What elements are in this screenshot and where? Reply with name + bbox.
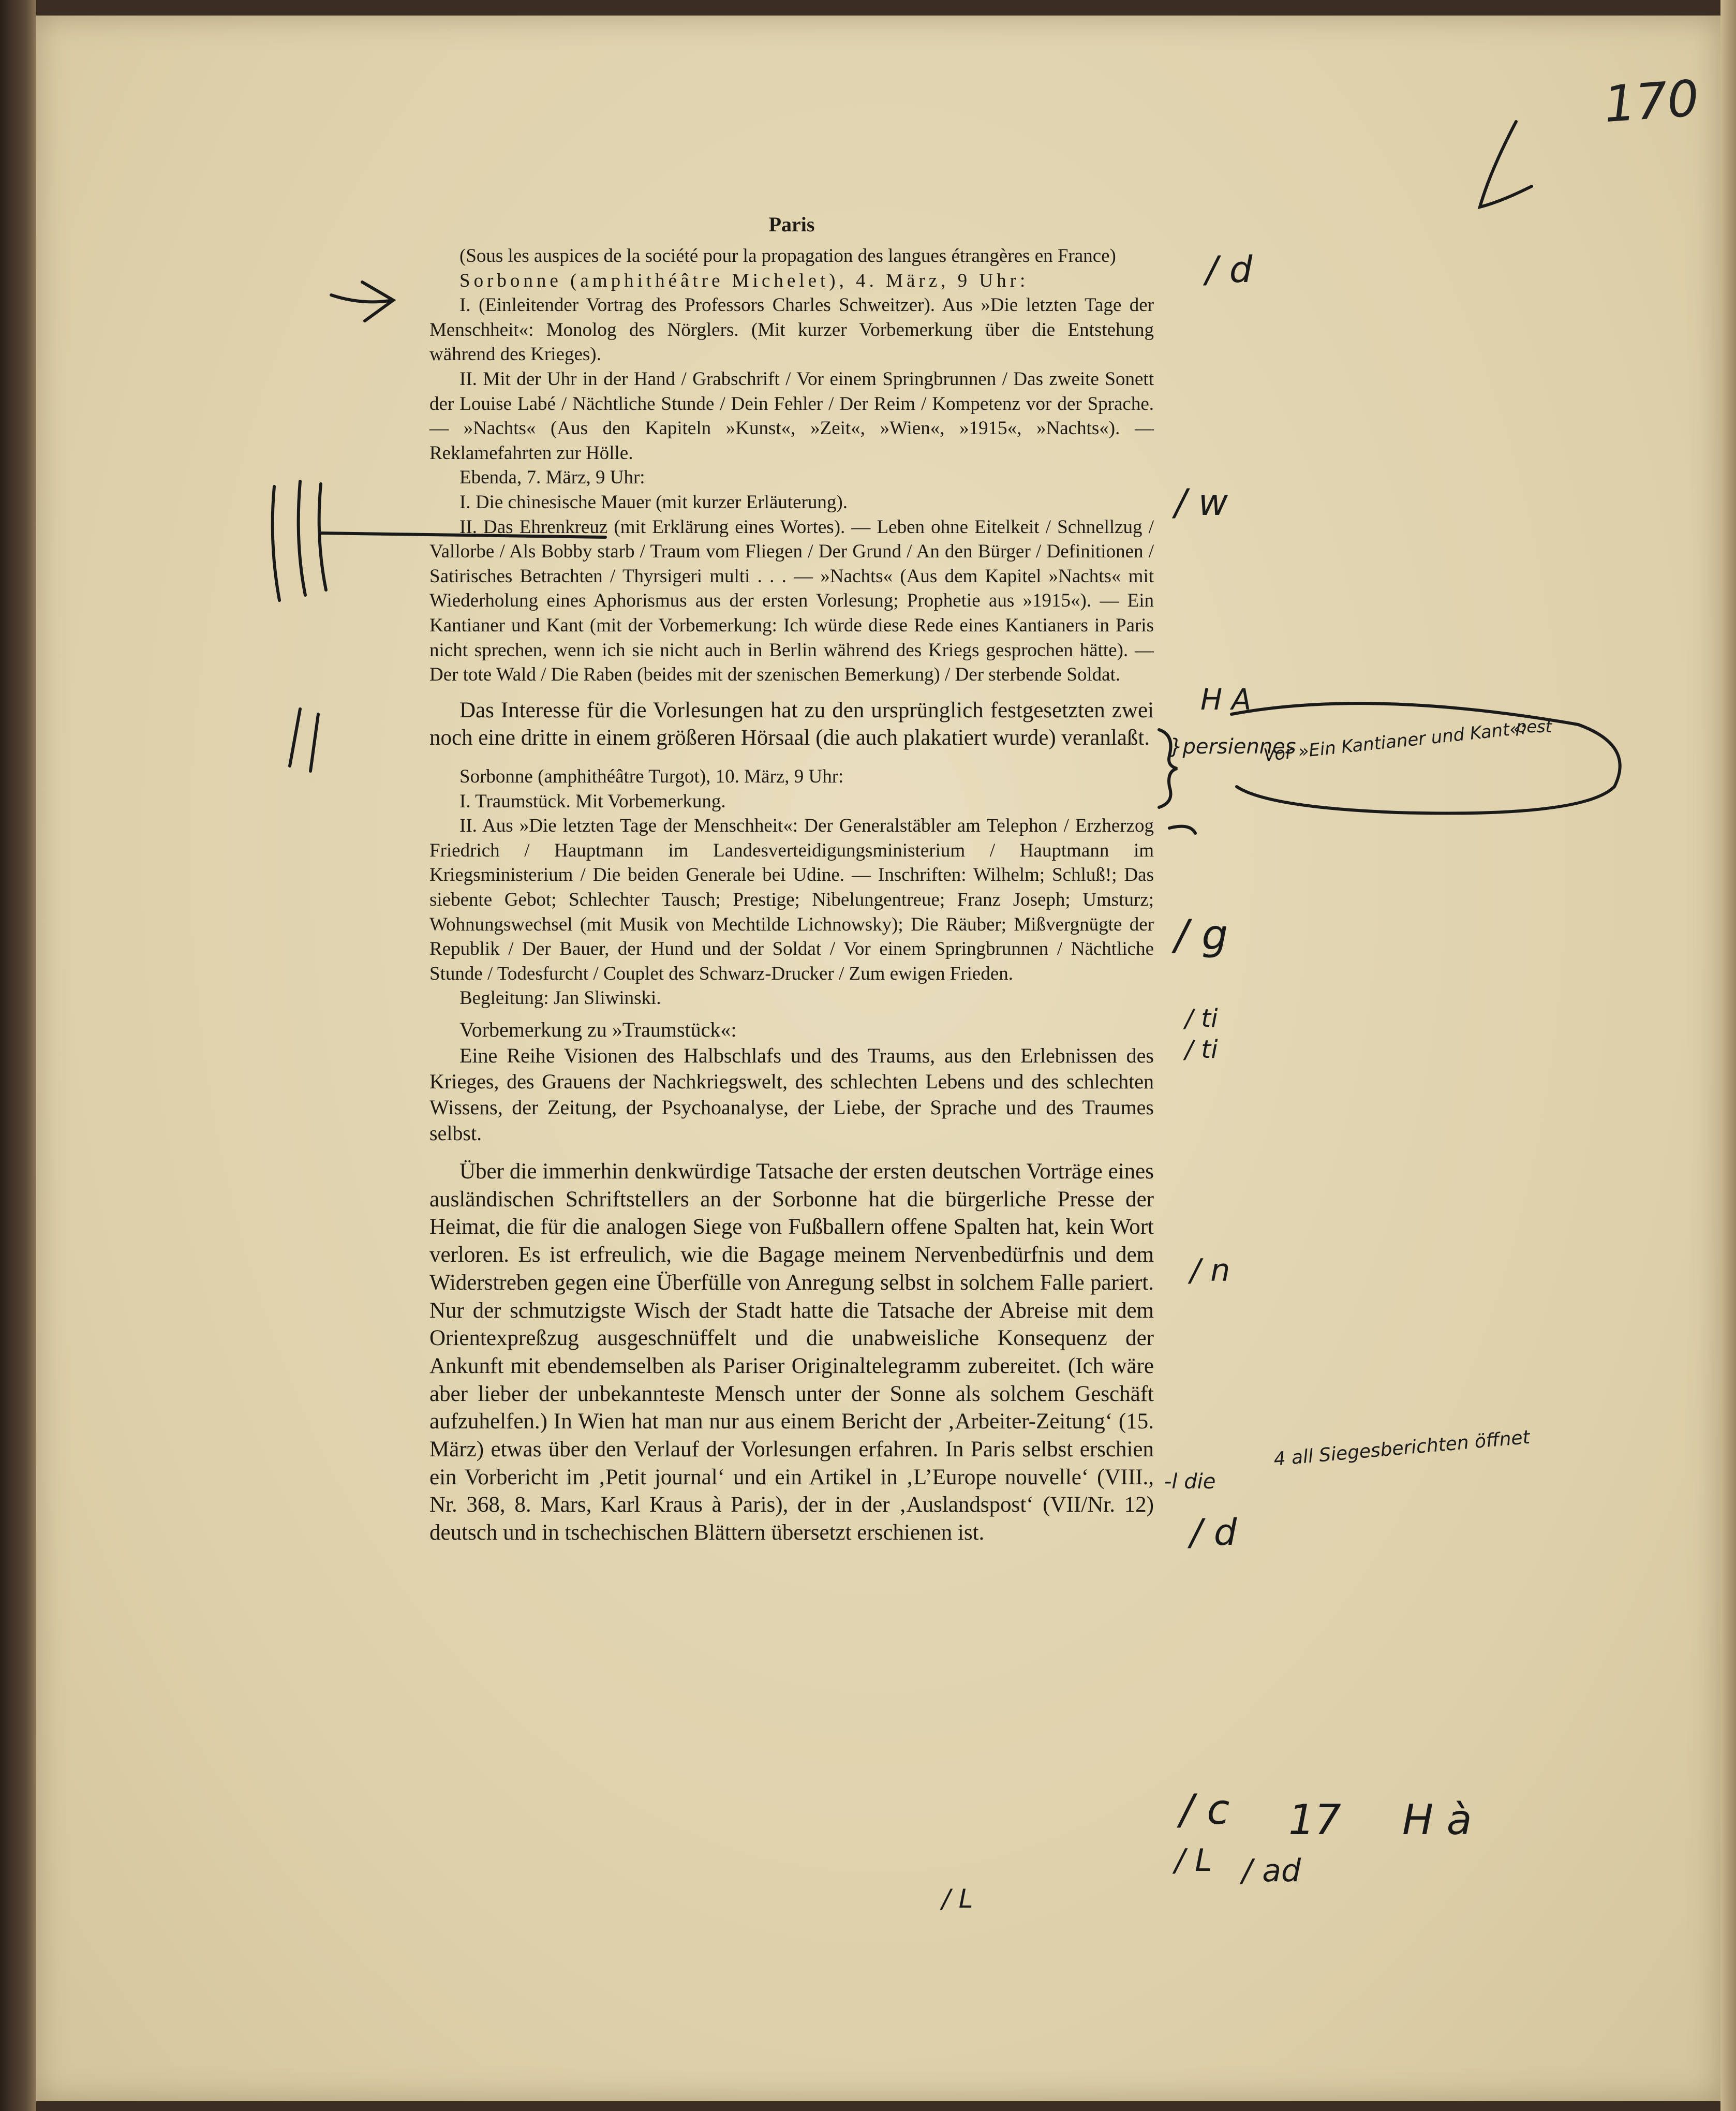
printed-text	[429, 212, 1154, 1547]
double-slash-mark	[290, 709, 318, 771]
paragraph: Sorbonne (amphithéâtre Turgot), 10. März, 9 Uhr:	[459, 766, 844, 788]
margin-mark-14: 17	[1288, 1796, 1341, 1844]
section-program-1	[429, 244, 1154, 687]
paragraph: II. Aus »Die letzten Tage der Menschheit«: Der Generalstäbler am Telephon / Erzherzog Friedrich / Hauptmann im Landesverteidigungsministerium / Hauptmann im Kriegsministerium / Die beiden Generale bei Udine. — Inschriften: Wilhelm; Schluß!; Das siebente Gebot; Schlechter Tausch; Prestige; Nibelungentreue; Franz Joseph; Umsturz; Wohnungswechsel (mit Musik von Mechtilde Lichnowsky); Die Räuber; Mißvergnügte der Republik / Der Bauer, der Hund und der Soldat / Vor einem Springbrunnen / Nächtliche Stunde / Todesfurcht / Couplet des Schwarz-Drucker / Zum ewigen Frieden.	[429, 815, 1154, 984]
margin-mark-4: }persiennes	[1169, 735, 1296, 759]
margin-mark-12: / d	[1190, 1511, 1237, 1554]
paragraph: II. Das Ehrenkreuz (mit Erklärung eines Wortes). — Leben ohne Eitelkeit / Schnellzug / Vallorbe / Als Bobby starb / Traum vom Fliegen / Der Grund / An den Bürger / Definitionen / Satirisches Betrachten / Thyrsigeri multi . . . — »Nachts« (Aus dem Kapitel »Nachts« mit Wiederholung eines Aphorismus aus der ersten Vorlesung; Prophetie aus »1915«). — Ein Kantianer und Kant (mit der Vorbemerkung: Ich würde diese Rede eines Kantianers in Paris nicht sprechen, wenn ich sie nicht auch in Berlin während des Kriegs gesprochen hätte). — Der tote Wald / Die Raben (beides mit der szenischen Bemerkung) / Der sterbende Soldat.	[429, 516, 1154, 686]
margin-mark-19: pest	[1516, 717, 1552, 736]
section-program-2	[429, 764, 1154, 1146]
margin-mark-8: / ti	[1185, 1035, 1218, 1064]
margin-mark-2: / w	[1175, 481, 1228, 524]
paragraph: I. Traumstück. Mit Vorbemerkung.	[459, 790, 726, 812]
margin-mark-13: / c	[1180, 1785, 1230, 1834]
section-commentary	[429, 1158, 1154, 1547]
margin-mark-15: H à	[1402, 1796, 1472, 1844]
margin-mark-5: Vor »Ein Kantianer und Kant«:	[1263, 717, 1527, 766]
page-title: Paris	[768, 213, 815, 236]
margin-mark-6: / g	[1175, 911, 1228, 959]
paragraph: Sorbonne (amphithéâtre Michelet), 4. März, 9 Uhr:	[459, 270, 1029, 291]
paragraph: Über die immerhin denkwürdige Tatsache der ersten deutschen Vorträge eines ausländischen Schriftstellers an der Sorbonne hat die bürgerliche Presse der Heimat, die für die analogen Siege von Fußballern offene Spalten hat, kein Wort verloren. Es ist erfreulich, wie die Bagage meinem Nervenbedürfnis und dem Widerstreben gegen eine Überfülle von Anregung selbst in solchem Falle pariert. Nur der schmutzigste Wisch der Stadt hatte die Tatsache der Abreise mit dem Orientexpreßzug ausgeschnüffelt und die unabweisliche Konsequenz der Ankunft mit ebendemselben als Pariser Originaltelegramm zubereitet. (Ich wäre aber lieber der unbekannteste Mensch unter der Sonne als solchem Geschäft aufzuhelfen.) In Wien hat man nur aus einem Bericht der ‚Arbeiter-Zeitung‘ (15. März) etwas über den Verlauf der Vorlesungen erfahren. In Paris selbst erschien ein Vorbericht im ‚Petit journal‘ und ein Artikel in ‚L’Europe nouvelle‘ (VIII., Nr. 368, 8. Mars, Karl Kraus à Paris), der in der ‚Auslandspost‘ (VII/Nr. 12) deutsch und in tschechischen Blättern übersetzt erschienen ist.	[429, 1159, 1154, 1545]
paragraph: (Sous les auspices de la société pour la propagation des langues étrangères en France)	[459, 245, 1116, 267]
paragraph: Vorbemerkung zu »Traumstück«:	[459, 1018, 737, 1042]
margin-mark-10: -l die	[1164, 1470, 1216, 1494]
paragraph: Eine Reihe Visionen des Halbschlafs und des Traums, aus den Erlebnissen des Krieges, des Grauens der Nachkriegswelt, des schlechten Lebens und des schlechten Wissens, der Zeitung, der Psychoanalyse, der Liebe, der Sprache und des Traumes selbst.	[429, 1044, 1154, 1145]
margin-mark-1: / d	[1206, 248, 1253, 291]
paragraph: II. Mit der Uhr in der Hand / Grabschrift / Vor einem Springbrunnen / Das zweite Sonett der Louise Labé / Nächtliche Stunde / Dein Fehler / Der Reim / Kompetenz vor der Sprache. — »Nachts« (Aus den Kapiteln »Kunst«, »Zeit«, »Wien«, »1915«, »Nachts«). — Reklamefahrten zur Hölle.	[429, 368, 1154, 464]
margin-mark-9: / n	[1190, 1252, 1230, 1289]
arrow-mark	[331, 282, 393, 321]
bracket-mark-left	[273, 481, 326, 600]
paragraph: Das Interesse für die Vorlesungen hat zu den ursprünglich festgesetzten zwei noch eine dritte in einem größeren Hörsaal (die auch plakatiert wurde) veranlaßt.	[429, 698, 1154, 750]
margin-mark-17: / L	[942, 1884, 973, 1914]
margin-mark-18: / ad	[1242, 1853, 1301, 1889]
curve-mark	[1169, 826, 1195, 833]
margin-mark-11: 4 all Siegesberichten öffnet	[1273, 1426, 1531, 1470]
paragraph: I. Die chinesische Mauer (mit kurzer Erläuterung).	[459, 491, 848, 513]
paragraph: Ebenda, 7. März, 9 Uhr:	[459, 467, 645, 489]
margin-mark-16: / L	[1175, 1842, 1212, 1879]
top-right-bracket-mark	[1480, 122, 1532, 207]
paragraph: I. (Einleitender Vortrag des Professors Charles Schweitzer). Aus »Die letzten Tage der Menschheit«: Monolog des Nörglers. (Mit kurzer Vorbemerkung über die Entstehung während des Krieges).	[429, 294, 1154, 365]
margin-mark-3: H A	[1200, 683, 1252, 717]
paragraph: Begleitung: Jan Sliwinski.	[459, 987, 661, 1009]
folio-number: 170	[1602, 69, 1701, 134]
margin-mark-7: / ti	[1185, 1004, 1218, 1033]
section-note	[429, 697, 1154, 752]
